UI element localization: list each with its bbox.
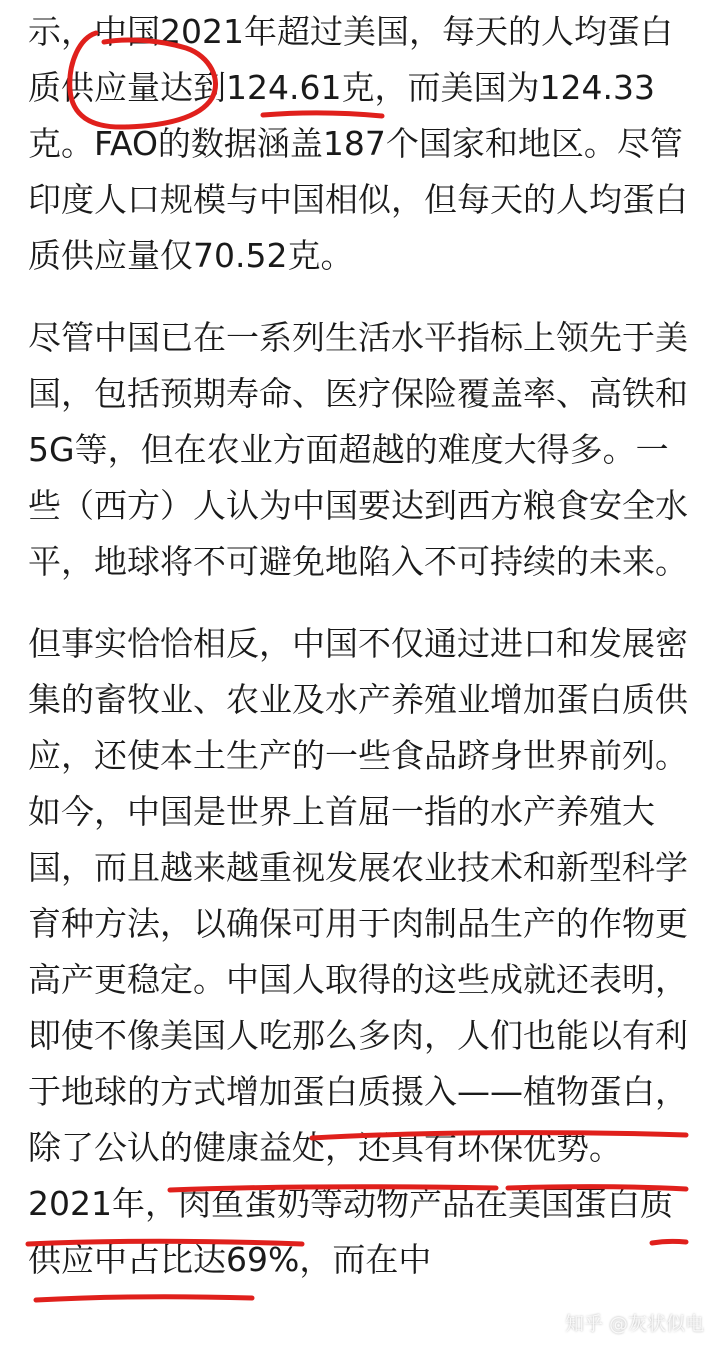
paragraph: 但事实恰恰相反，中国不仅通过进口和发展密集的畜牧业、农业及水产养殖业增加蛋白质供应，还使本土生产的一些食品跻身世界前列。如今，中国是世界上首屈一指的水产养殖大国，而且越来越重视发展农业技术和新型科学育种方法，以确保可用于肉制品生产的作物更高产更稳定。中国人取得的这些成就还表明，即使不像美国人吃那么多肉，人们也能以有利于地球的方式增加蛋白质摄入——植物蛋白，除了公认的健康益处，还具有环保优势。2021年，肉鱼蛋奶等动物产品在美国蛋白质供应中占比达69%，而在中	[28, 624, 688, 1279]
paragraph: 示，中国2021年超过美国，每天的人均蛋白质供应量达到124.61克，而美国为124.33克。FAO的数据涵盖187个国家和地区。尽管印度人口规模与中国相似，但每天的人均蛋白质供应量仅70.52克。	[28, 12, 688, 275]
paragraph: 尽管中国已在一系列生活水平指标上领先于美国，包括预期寿命、医疗保险覆盖率、高铁和5G等，但在农业方面超越的难度大得多。一些（西方）人认为中国要达到西方粮食安全水平，地球将不可避免地陷入不可持续的未来。	[28, 318, 688, 581]
article-body	[28, 0, 692, 1288]
underline-annotation	[36, 1297, 252, 1300]
watermark: 知乎 @灰状似电	[564, 1313, 704, 1335]
